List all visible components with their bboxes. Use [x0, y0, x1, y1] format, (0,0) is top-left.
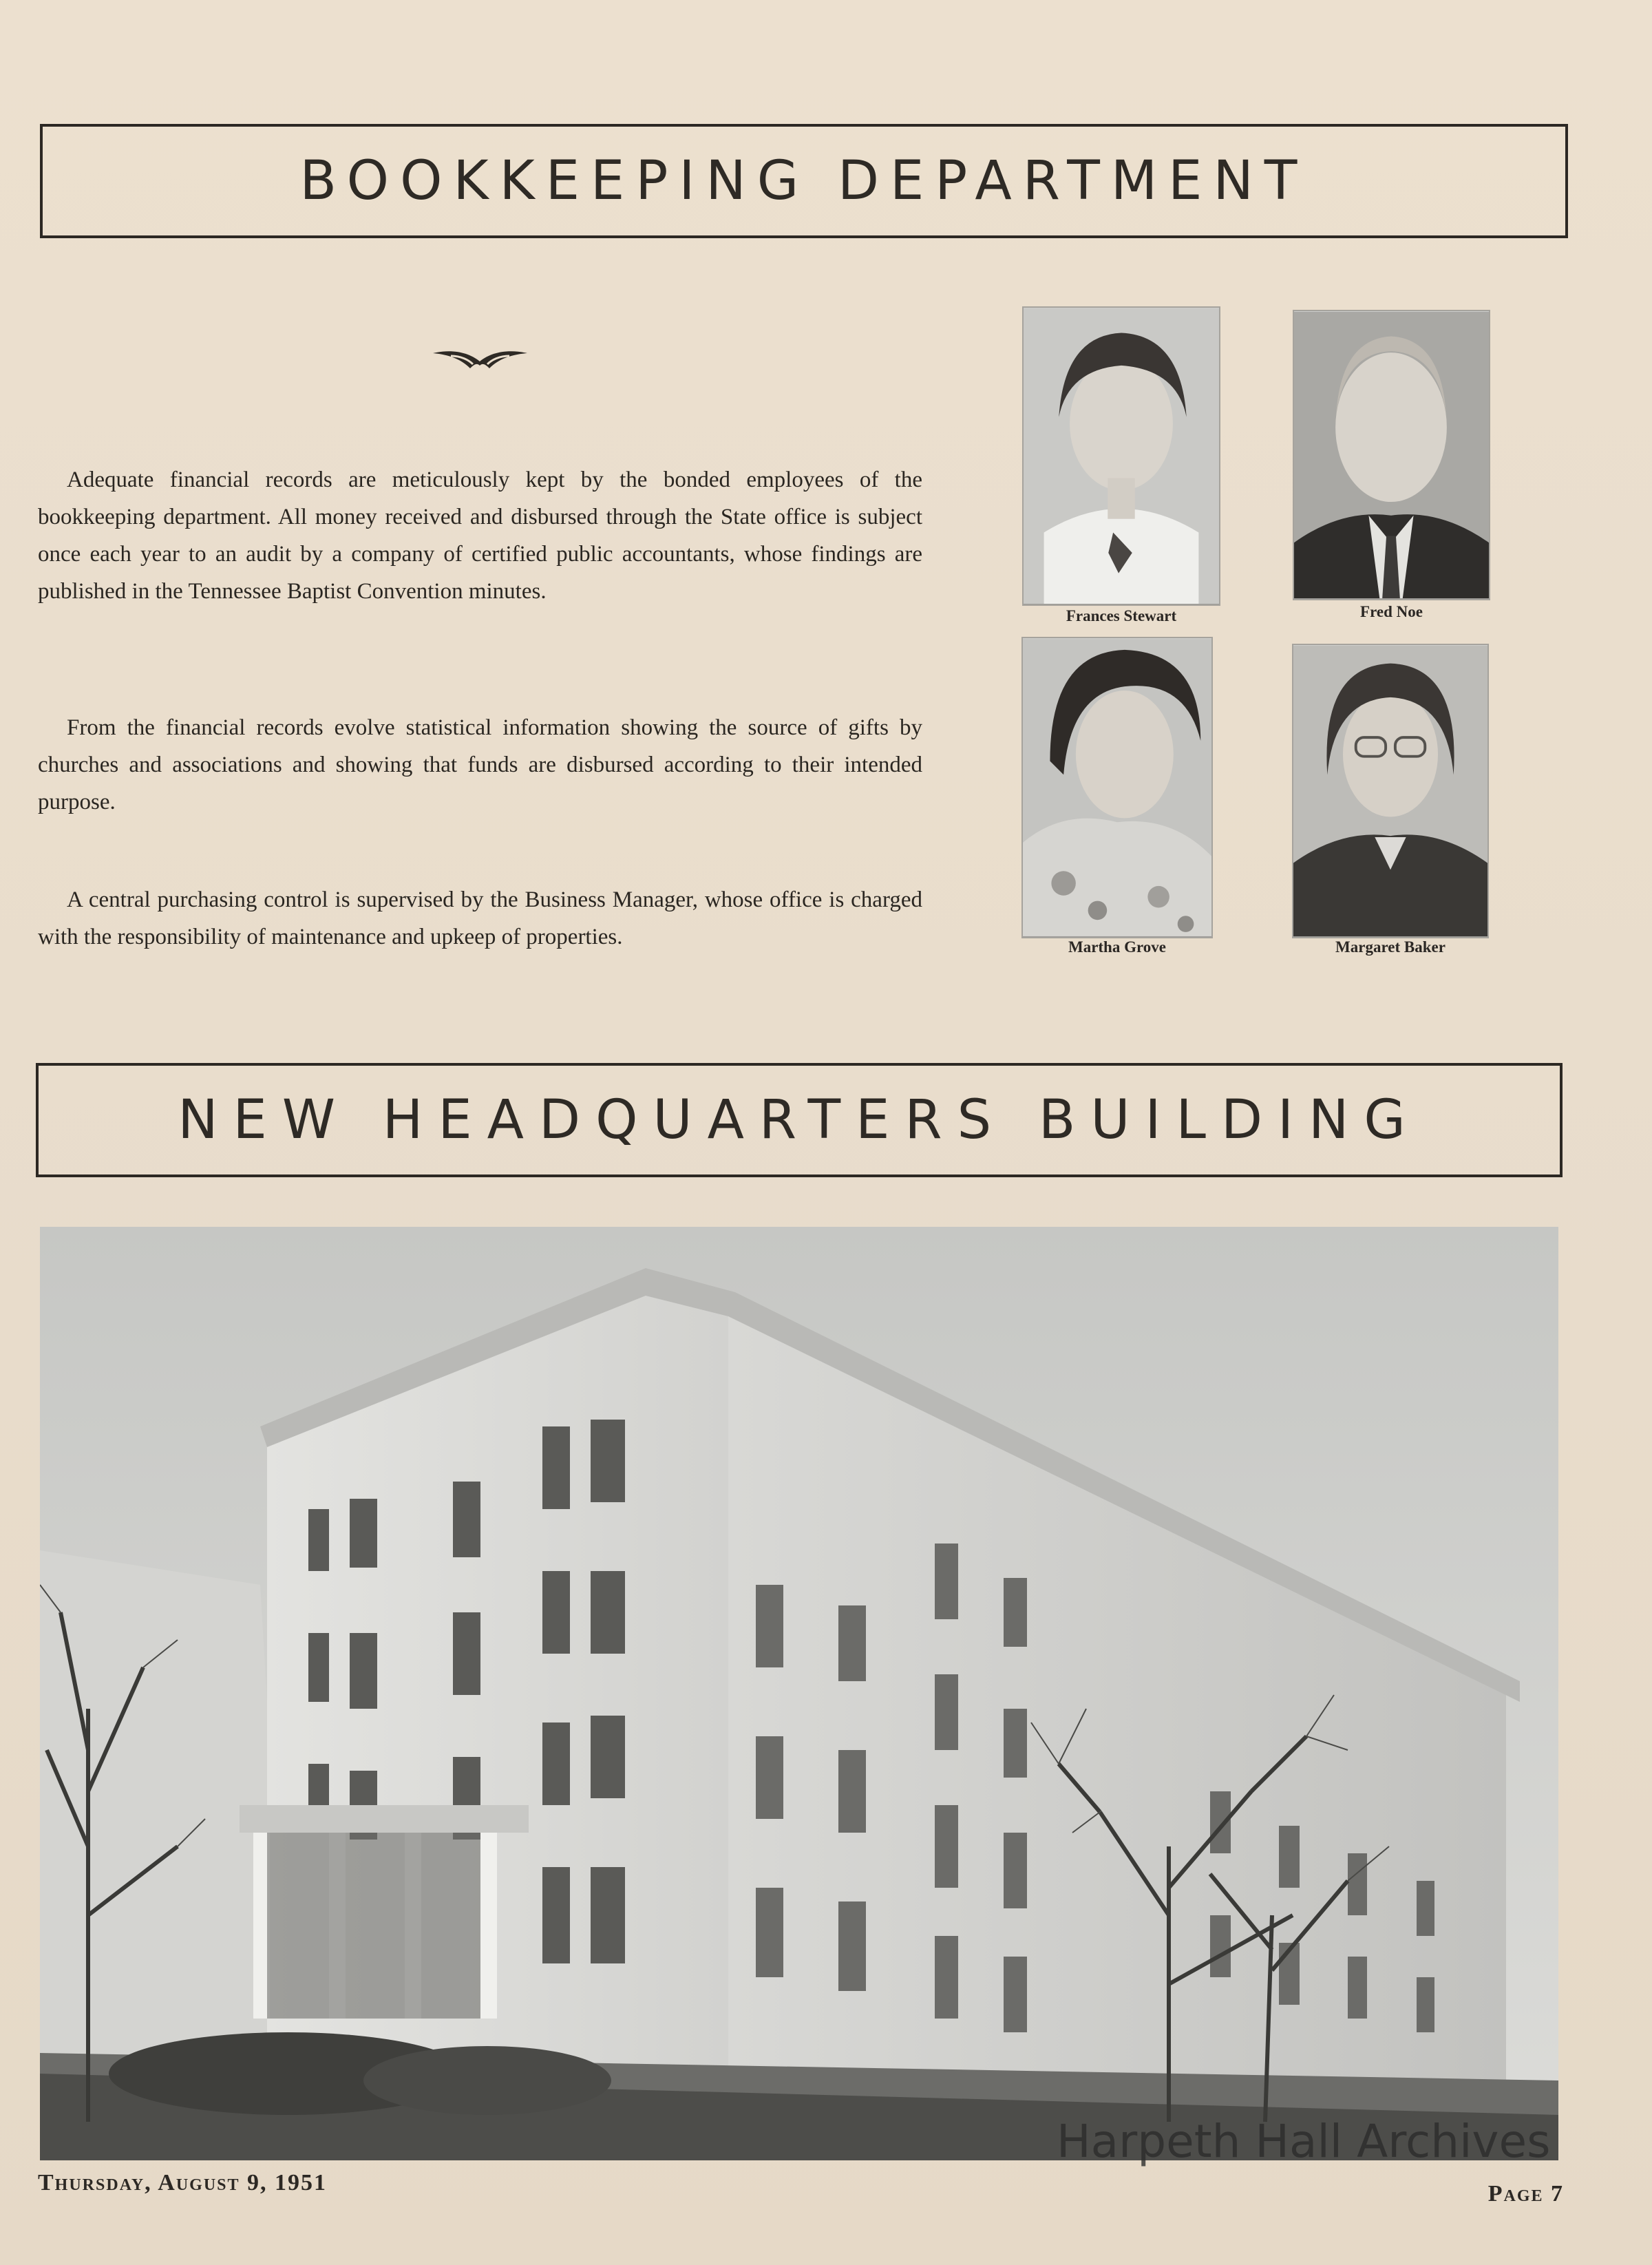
- headquarters-heading-box: [36, 1063, 1563, 1177]
- paragraph-2: From the financial records evolve statistical information showing the source of gifts by churches and associations and showing that funds are disbursed according to their intended purpose.: [38, 715, 922, 814]
- portrait-fred-noe: [1293, 310, 1490, 600]
- issue-date: Thursday, August 9, 1951: [38, 2170, 328, 2195]
- bookkeeping-heading-box: [40, 124, 1568, 238]
- paragraph-3: A central purchasing control is supervised by the Business Manager, whose office is charged with the responsibility of maintenance and upkeep of properties.: [38, 887, 922, 949]
- person-photo-icon: [1294, 311, 1489, 599]
- paragraph-1: Adequate financial records are meticulously kept by the bonded employees of the bookkeeping department. All money received and disbursed through the State office is subject once each year to an audit by a company of certified public accountants, whose findings are published in the Tennessee Baptist Convention minutes.: [38, 467, 922, 604]
- portrait-margaret-baker: [1292, 644, 1489, 938]
- headquarters-building-photo: [40, 1227, 1558, 2160]
- bookkeeping-title: BOOKKEEPING DEPARTMENT: [299, 150, 1309, 212]
- portrait-martha-grove: [1021, 637, 1213, 938]
- person-photo-icon: [1024, 308, 1219, 604]
- ornament-icon: [430, 348, 530, 372]
- person-photo-icon: [1023, 638, 1211, 937]
- building-photo-icon: [40, 1227, 1558, 2160]
- portrait-caption: Fred Noe: [1360, 603, 1423, 620]
- portrait-caption: Martha Grove: [1068, 938, 1166, 956]
- portrait-frances-stewart: [1022, 306, 1220, 606]
- portrait-caption: Margaret Baker: [1335, 938, 1446, 956]
- page-number: Page 7: [1487, 2181, 1564, 2206]
- portrait-caption: Frances Stewart: [1066, 607, 1177, 624]
- archive-watermark: Harpeth Hall Archives: [1057, 2115, 1551, 2168]
- headquarters-title: NEW HEADQUARTERS BUILDING: [178, 1089, 1421, 1151]
- person-photo-icon: [1293, 645, 1487, 937]
